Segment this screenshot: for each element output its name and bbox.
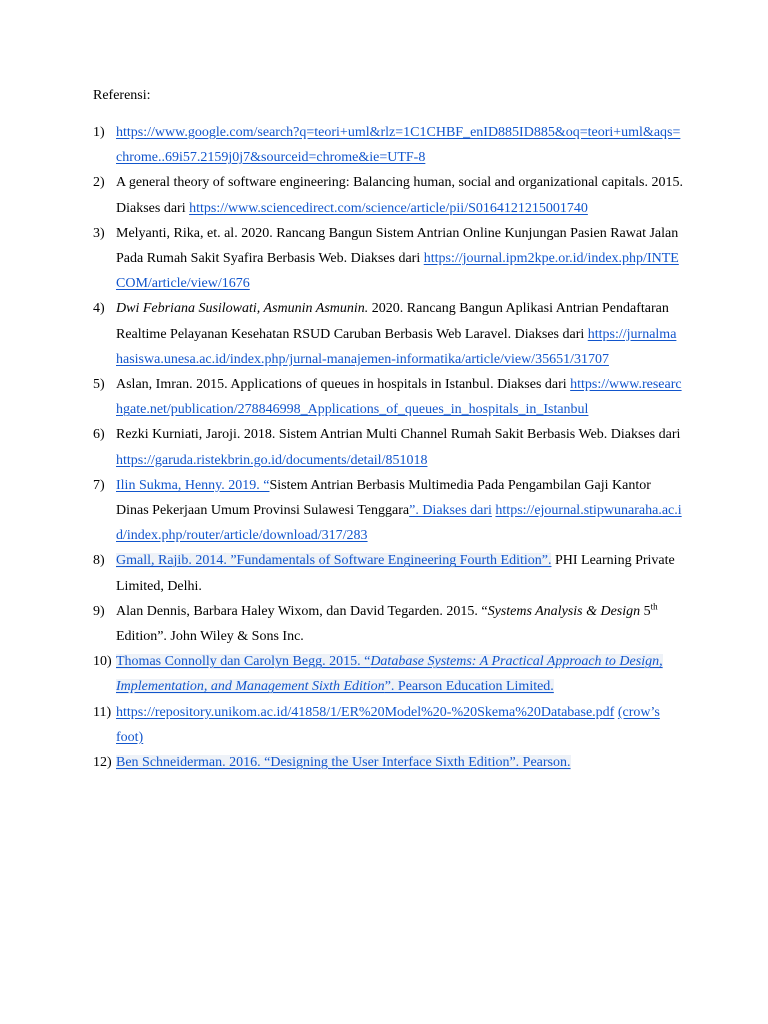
reference-number: 3) xyxy=(93,225,105,241)
reference-item-12 xyxy=(93,750,683,775)
reference-number: 1) xyxy=(93,125,105,140)
reference-text: A general theory of software engineering: Balancing human, social and organizational capitals. 2015. Diakses dari xyxy=(116,175,683,216)
reference-link[interactable]: ”. Diakses dari xyxy=(409,503,492,519)
reference-number: 10) xyxy=(93,654,112,670)
reference-text: 5 xyxy=(640,603,651,619)
reference-number: 5) xyxy=(93,377,105,393)
reference-number: 11) xyxy=(93,704,112,720)
reference-link[interactable]: https://www.google.com/search?q=teori+uml&rlz=1C1CHBF_enID885ID885&oq=teori+uml&aqs=chrome..69i57.2159j0j7&sourceid=chrome&ie=UTF-8 xyxy=(116,125,681,166)
reference-link[interactable]: https://jurnalmahasiswa.unesa.ac.id/index.php/jurnal-manajemen-informatika/article/view/35651/31707 xyxy=(116,326,677,367)
reference-item-6 xyxy=(93,422,683,472)
reference-text: Aslan, Imran. 2015. Applications of queues in hospitals in Istanbul. Diakses dari xyxy=(116,377,571,393)
reference-text: Edition”. John Wiley & Sons Inc. xyxy=(116,629,304,645)
reference-item-5 xyxy=(93,372,683,422)
reference-number: 8) xyxy=(93,553,105,569)
reference-link[interactable]: https://journal.ipm2kpe.or.id/index.php/INTECOM/article/view/1676 xyxy=(116,251,679,292)
reference-link[interactable]: ”. Pearson Education Limited. xyxy=(384,679,554,695)
reference-item-9 xyxy=(93,599,683,649)
reference-text: Melyanti, Rika, et. al. 2020. Rancang Bangun Sistem Antrian Online Kunjungan Pasien Rawat Jalan Pada Rumah Sakit Syafira Berbasis Web. Diakses dari xyxy=(116,225,679,267)
reference-number: 12) xyxy=(93,755,112,771)
superscript: th xyxy=(650,601,658,612)
reference-text: Rezki Kurniati, Jaroji. 2018. Sistem Antrian Multi Channel Rumah Sakit Berbasis Web. Diakses dari xyxy=(116,427,681,443)
reference-number: 7) xyxy=(93,477,105,493)
reference-authors: Dwi Febriana Susilowati, Asmunin Asmunin. xyxy=(116,301,369,317)
reference-link[interactable]: Ilin Sukma, Henny. 2019. “ xyxy=(116,477,270,493)
reference-link[interactable]: (crow’s foot) xyxy=(116,704,660,745)
reference-link[interactable]: https://www.researchgate.net/publication/278846998_Applications_of_queues_in_hospitals_in_Istanbul xyxy=(116,377,682,418)
references-heading: Referensi: xyxy=(93,88,151,103)
reference-item-4 xyxy=(93,296,683,372)
reference-link[interactable]: https://www.sciencedirect.com/science/article/pii/S0164121215001740 xyxy=(189,200,588,216)
reference-item-10 xyxy=(93,649,683,699)
reference-link[interactable]: https://garuda.ristekbrin.go.id/documents/detail/851018 xyxy=(116,452,428,468)
reference-text: Alan Dennis, Barbara Haley Wixom, dan David Tegarden. 2015. “ xyxy=(116,603,488,619)
reference-item-11 xyxy=(93,700,683,750)
reference-title: Systems Analysis & Design xyxy=(487,603,641,619)
reference-text: 2020. Rancang Bangun Aplikasi Antrian Pendaftaran Realtime Pelayanan Kesehatan RSUD Caruban Berbasis Web Laravel. Diakses dari xyxy=(116,301,669,342)
reference-number: 9) xyxy=(93,603,105,619)
reference-link[interactable]: https://repository.unikom.ac.id/41858/1/ER%20Model%20-%20Skema%20Database.pdf xyxy=(116,704,615,720)
reference-link[interactable]: Ben Schneiderman. 2016. “Designing the User Interface Sixth Edition”. Pearson. xyxy=(116,755,571,771)
reference-number: 4) xyxy=(93,301,105,317)
reference-item-8 xyxy=(93,548,683,598)
reference-link[interactable]: Thomas Connolly dan Carolyn Begg. 2015. “ xyxy=(116,654,371,670)
reference-item-7 xyxy=(93,473,683,549)
reference-text: Sistem Antrian Berbasis Multimedia Pada Pengambilan Gaji Kantor Dinas Pekerjaan Umum Provinsi Sulawesi Tenggara xyxy=(116,477,651,519)
reference-item-2 xyxy=(93,170,683,220)
reference-number: 2) xyxy=(93,175,105,191)
reference-number: 6) xyxy=(93,427,105,443)
reference-item-1 xyxy=(93,120,683,170)
reference-item-3 xyxy=(93,221,683,297)
reference-url[interactable]: https://ejournal.stipwunaraha.ac.id/index.php/router/article/download/317/283 xyxy=(116,503,682,544)
reference-link[interactable]: Gmall, Rajib. 2014. ”Fundamentals of Software Engineering Fourth Edition”. xyxy=(116,553,552,569)
reference-list xyxy=(93,120,683,775)
reference-text: PHI Learning Private Limited, Delhi. xyxy=(116,553,675,594)
reference-title: Database Systems: A Practical Approach to Design, Implementation, and Management Sixth Edition xyxy=(116,654,663,695)
